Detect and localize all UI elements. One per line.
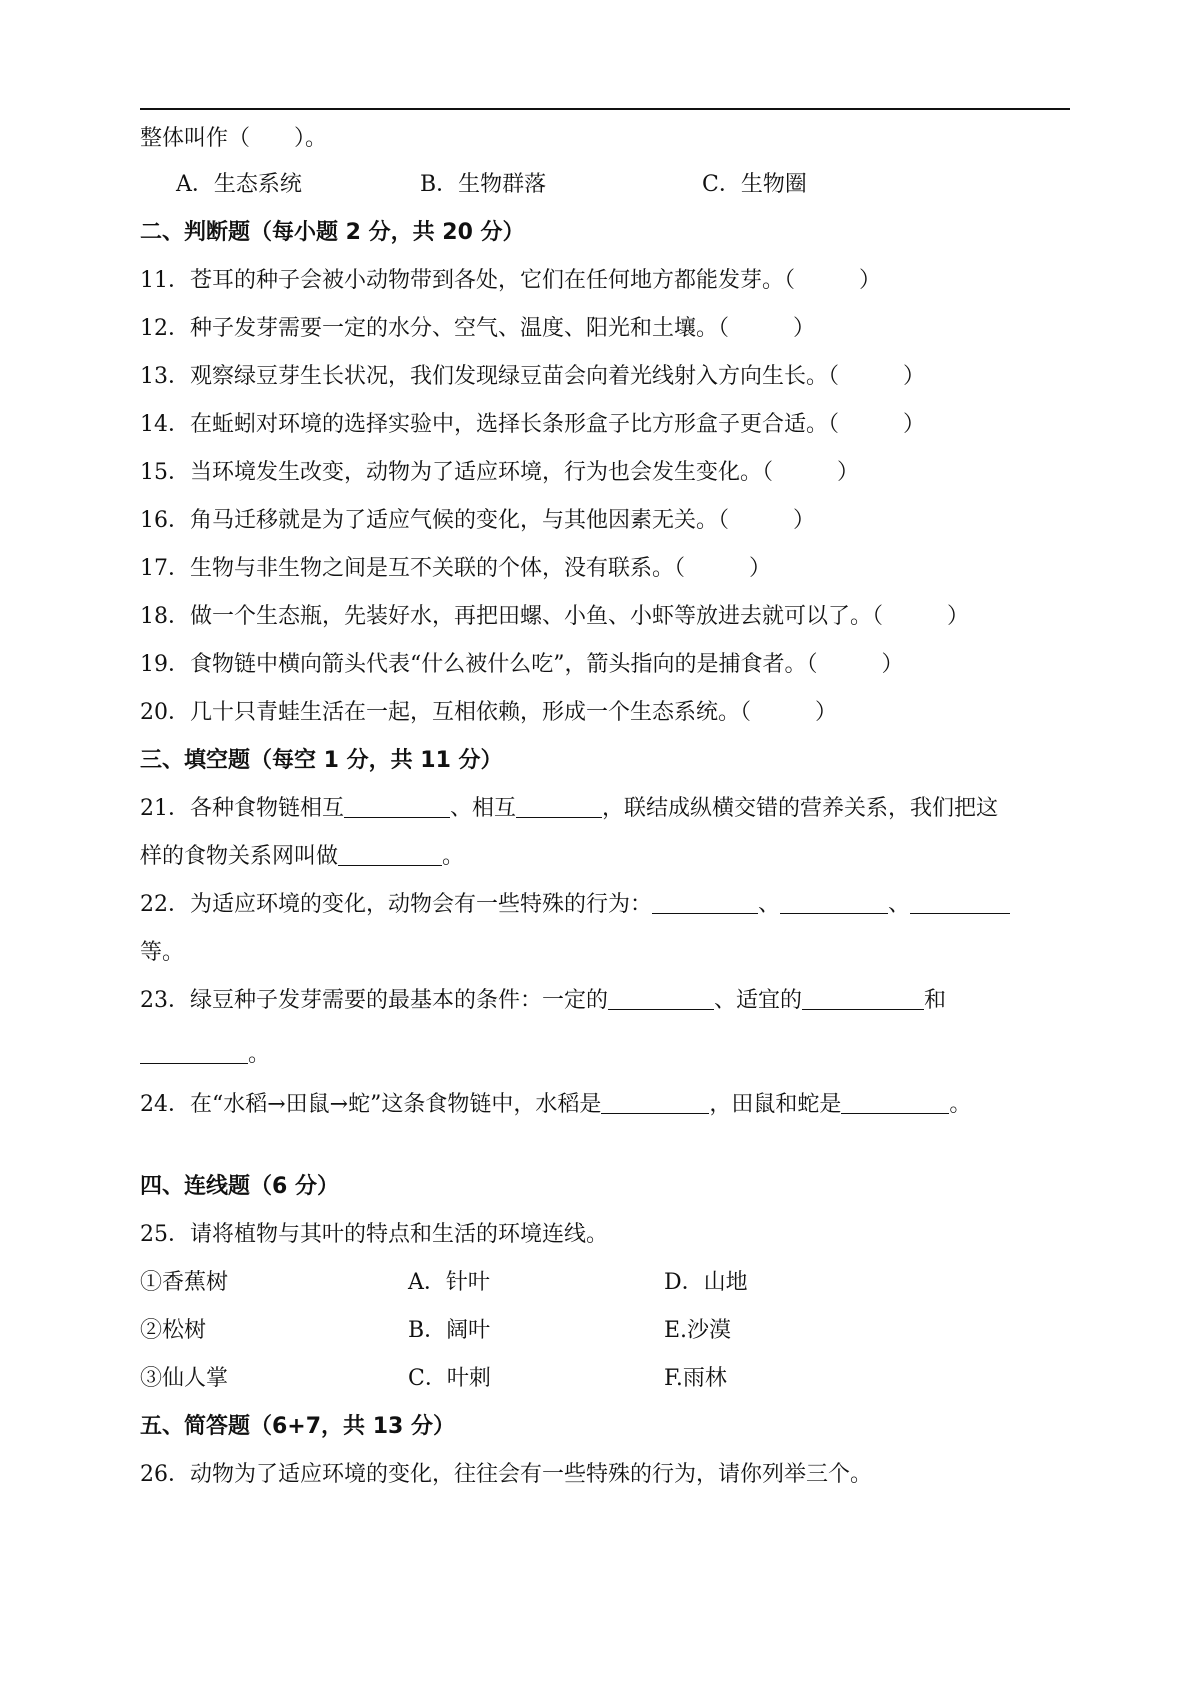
fill-blank[interactable] — [652, 891, 758, 914]
match-plant-3[interactable]: ③仙人掌 — [140, 1366, 229, 1391]
match-plant-2[interactable]: ②松树 — [140, 1318, 207, 1343]
paren-close: ） — [793, 508, 816, 533]
fill-text: 22．为适应环境的变化，动物会有一些特殊的行为： — [140, 892, 652, 917]
fill-text: 24．在“水稻→田鼠→蛇”这条食物链中，水稻是 — [140, 1092, 602, 1117]
paren-close: ） — [881, 652, 904, 677]
fill-text: 23．绿豆种子发芽需要的最基本的条件：一定的 — [140, 988, 608, 1013]
judge-item-20 — [140, 698, 837, 728]
section2-title: 二、判断题（每小题 2 分，共 20 分） — [140, 220, 525, 245]
fill-blank[interactable] — [910, 891, 1010, 914]
paren-close: ） — [903, 412, 926, 437]
fill-item-23-line1 — [140, 986, 946, 1016]
paren-close: ） — [837, 460, 860, 485]
match-leaf-a[interactable]: A．针叶 — [408, 1270, 490, 1295]
fill-text: 。 — [442, 844, 465, 869]
fill-item-21-line2 — [140, 842, 464, 872]
judge-item-14 — [140, 410, 925, 440]
judge-text: 12．种子发芽需要一定的水分、空气、温度、阳光和土壤。（ — [140, 316, 729, 341]
match-env-e[interactable]: E.沙漠 — [664, 1318, 732, 1343]
judge-text: 17．生物与非生物之间是互不关联的个体，没有联系。（ — [140, 556, 685, 581]
judge-item-11 — [140, 266, 881, 296]
fill-item-21-line1 — [140, 794, 998, 824]
paren-close: ） — [947, 604, 970, 629]
judge-text: 11．苍耳的种子会被小动物带到各处，它们在任何地方都能发芽。（ — [140, 268, 795, 293]
fill-blank[interactable] — [841, 1091, 949, 1114]
fill-blank[interactable] — [608, 987, 714, 1010]
fill-item-24 — [140, 1090, 971, 1120]
fill-blank[interactable] — [338, 843, 442, 866]
fill-text: 、 — [758, 892, 781, 917]
fill-text: 、相互 — [450, 796, 517, 821]
fill-blank[interactable] — [140, 1041, 248, 1064]
match-question: 25．请将植物与其叶的特点和生活的环境连线。 — [140, 1222, 608, 1247]
match-leaf-c[interactable]: C．叶刺 — [408, 1366, 491, 1391]
match-env-d[interactable]: D．山地 — [664, 1270, 748, 1295]
fill-text: 、适宜的 — [714, 988, 803, 1013]
header-rule — [140, 108, 1070, 110]
judge-item-18 — [140, 602, 969, 632]
fill-text: 和 — [924, 988, 947, 1013]
fill-text: 。 — [248, 1042, 271, 1067]
judge-item-19 — [140, 650, 904, 680]
judge-text: 13．观察绿豆芽生长状况，我们发现绿豆苗会向着光线射入方向生长。（ — [140, 364, 839, 389]
q10-option-a: A．生态系统 — [176, 172, 302, 197]
q10-continuation: 整体叫作（ ）。 — [140, 126, 328, 151]
match-leaf-b[interactable]: B．阔叶 — [408, 1318, 491, 1343]
fill-text: ，联结成纵横交错的营养关系，我们把这 — [602, 796, 999, 821]
judge-item-12 — [140, 314, 815, 344]
fill-blank[interactable] — [601, 1091, 709, 1114]
fill-blank[interactable] — [516, 795, 602, 818]
paren-close: ） — [793, 316, 816, 341]
fill-item-22-line2: 等。 — [140, 940, 185, 965]
judge-text: 15．当环境发生改变，动物为了适应环境，行为也会发生变化。（ — [140, 460, 773, 485]
match-env-f[interactable]: F.雨林 — [664, 1366, 727, 1391]
section3-title: 三、填空题（每空 1 分，共 11 分） — [140, 748, 503, 773]
judge-item-13 — [140, 362, 925, 392]
fill-text: 、 — [888, 892, 911, 917]
judge-text: 20．几十只青蛙生活在一起，互相依赖，形成一个生态系统。（ — [140, 700, 751, 725]
judge-item-16 — [140, 506, 815, 536]
fill-item-22-line1 — [140, 890, 1010, 920]
fill-blank[interactable] — [780, 891, 888, 914]
fill-text: 。 — [949, 1092, 972, 1117]
judge-item-17 — [140, 554, 771, 584]
judge-text: 16．角马迁移就是为了适应气候的变化，与其他因素无关。（ — [140, 508, 729, 533]
judge-text: 14．在蚯蚓对环境的选择实验中，选择长条形盒子比方形盒子更合适。（ — [140, 412, 839, 437]
judge-item-15 — [140, 458, 859, 488]
fill-blank[interactable] — [802, 987, 924, 1010]
fill-text: 样的食物关系网叫做 — [140, 844, 339, 869]
paren-close: ） — [859, 268, 882, 293]
paren-close: ） — [815, 700, 838, 725]
section5-title: 五、简答题（6+7，共 13 分） — [140, 1414, 455, 1439]
paren-close: ） — [749, 556, 772, 581]
match-plant-1[interactable]: ①香蕉树 — [140, 1270, 229, 1295]
q10-option-c: C．生物圈 — [702, 172, 807, 197]
fill-text: 21．各种食物链相互 — [140, 796, 344, 821]
q10-option-b: B．生物群落 — [420, 172, 547, 197]
judge-text: 18．做一个生态瓶，先装好水，再把田螺、小鱼、小虾等放进去就可以了。（ — [140, 604, 883, 629]
paren-close: ） — [903, 364, 926, 389]
fill-blank[interactable] — [344, 795, 450, 818]
section4-title: 四、连线题（6 分） — [140, 1174, 339, 1199]
judge-text: 19．食物链中横向箭头代表“什么被什么吃”，箭头指向的是捕食者。（ — [140, 652, 818, 677]
fill-text: ，田鼠和蛇是 — [709, 1092, 842, 1117]
short-answer-question: 26．动物为了适应环境的变化，往往会有一些特殊的行为，请你列举三个。 — [140, 1462, 872, 1487]
fill-item-23-line2 — [140, 1040, 270, 1070]
